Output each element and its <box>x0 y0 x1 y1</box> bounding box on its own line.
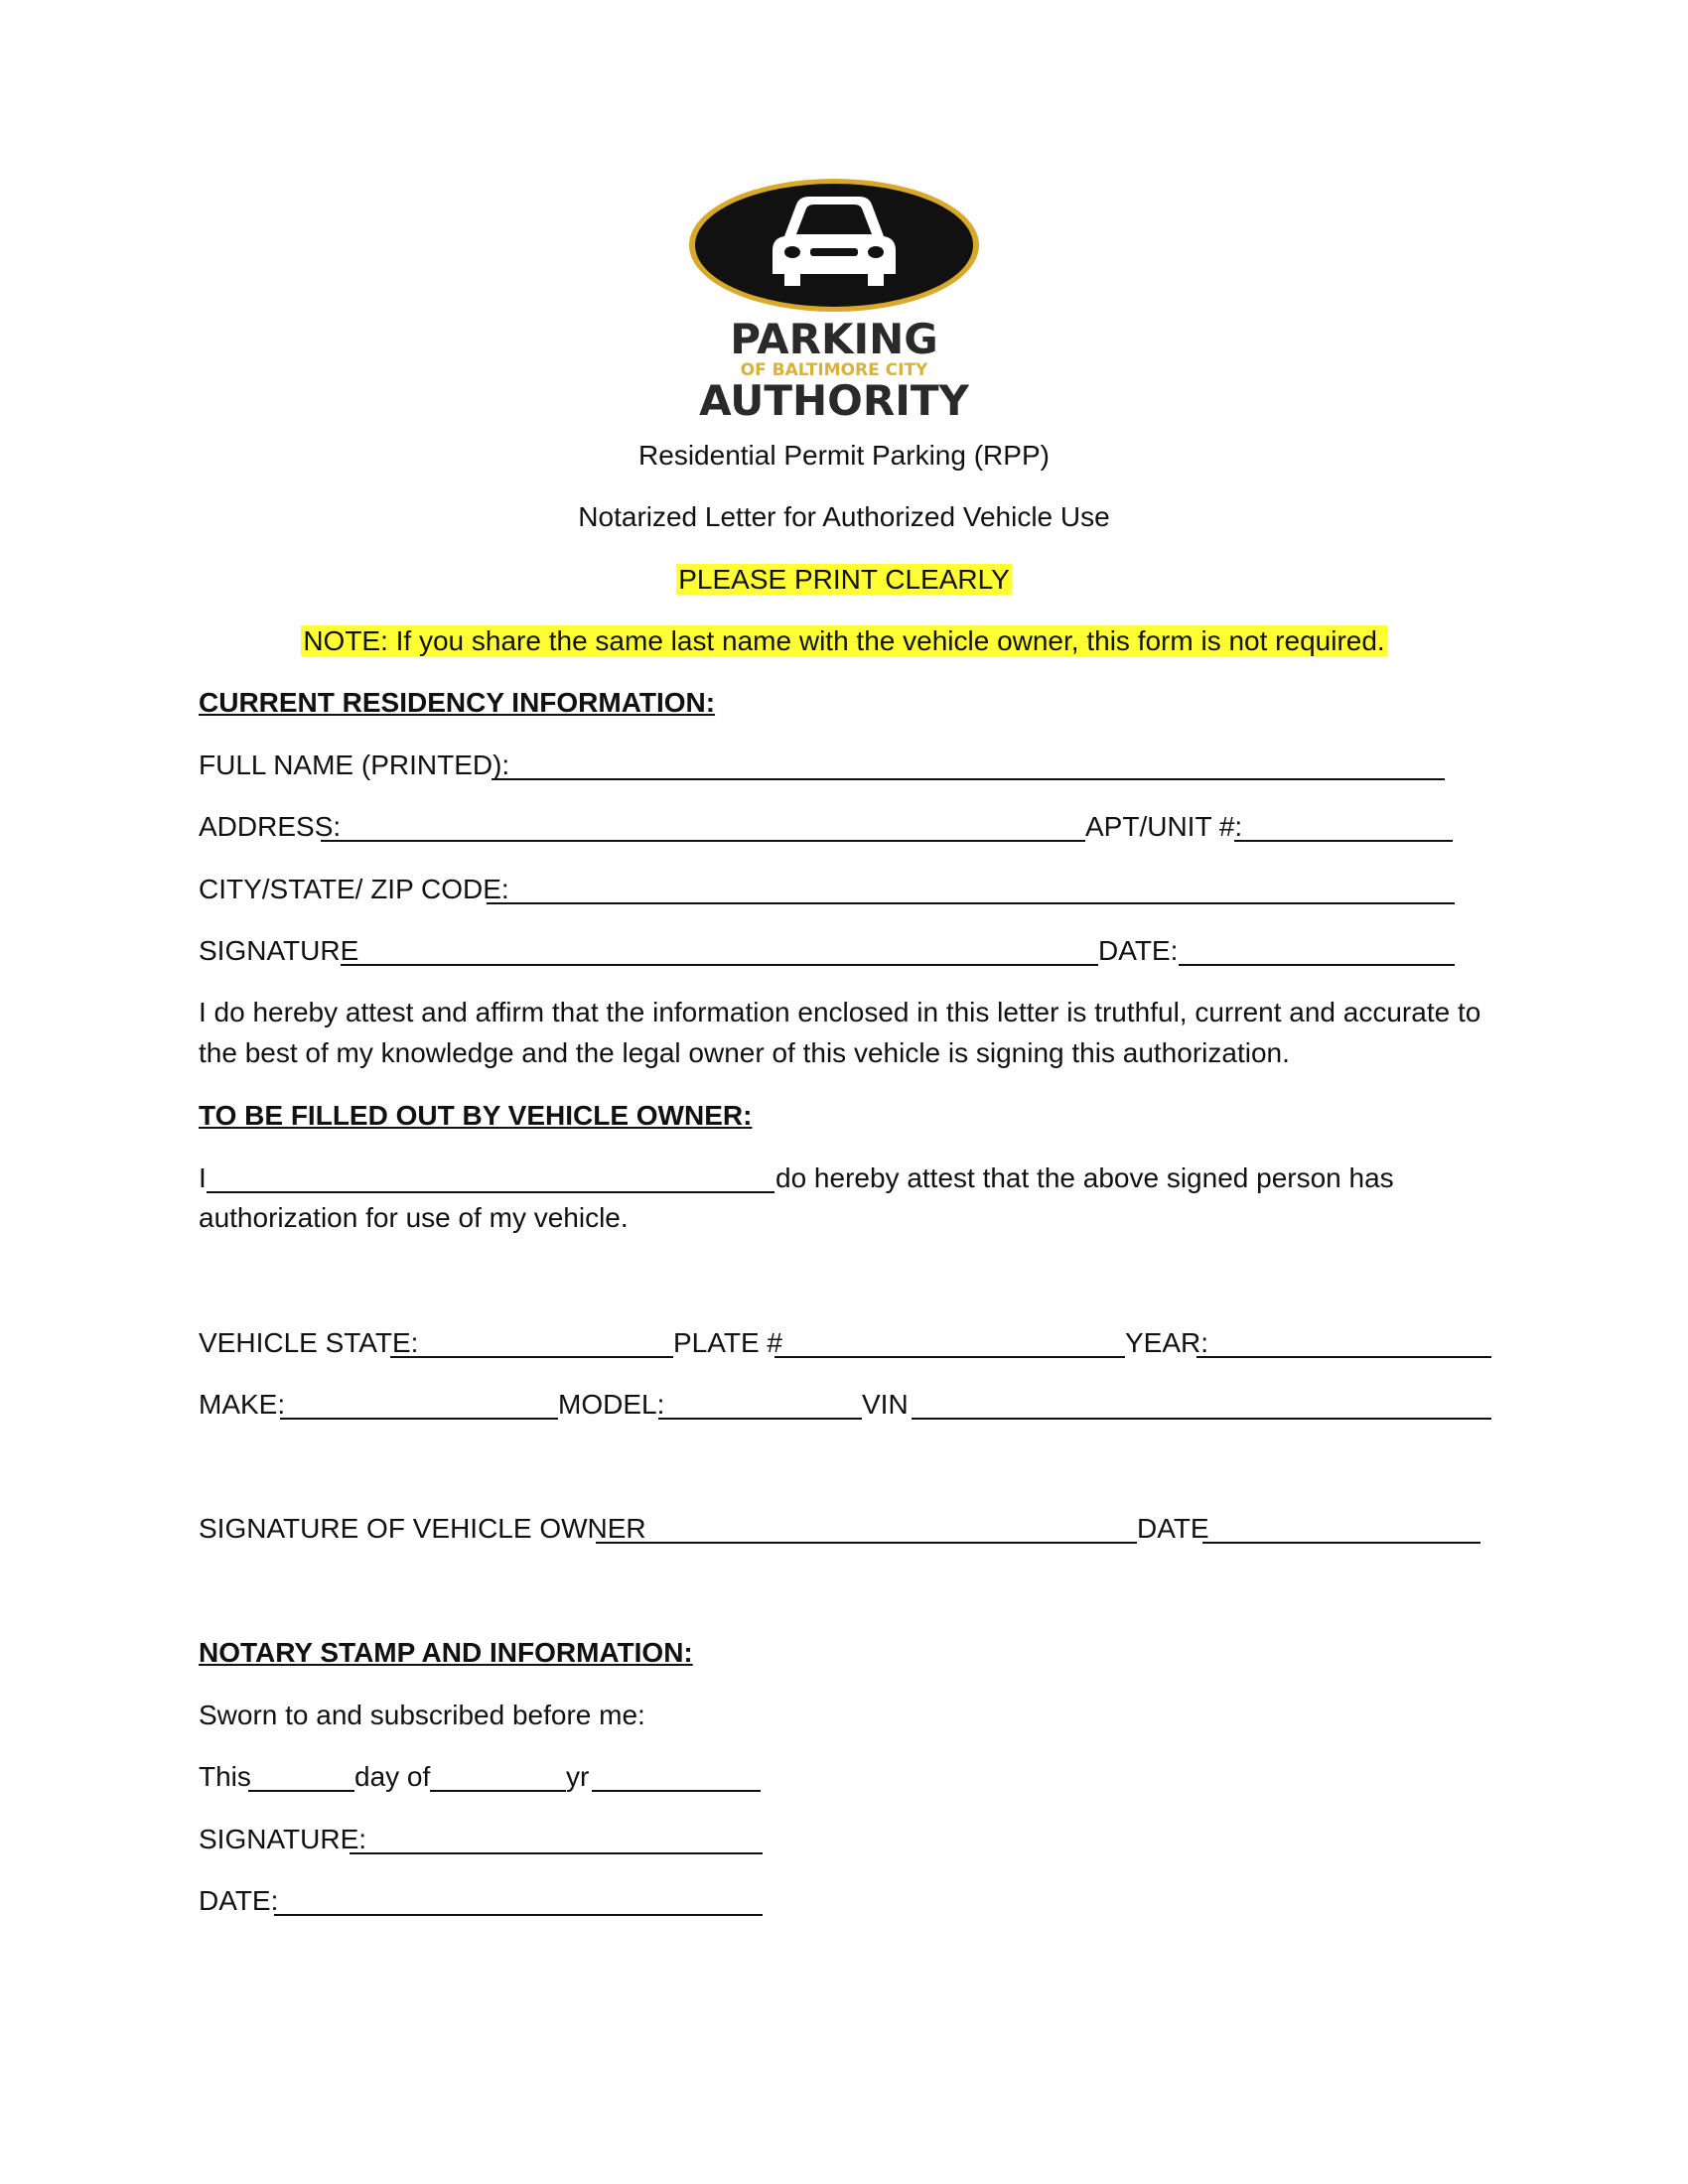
city-state-zip-label: CITY/STATE/ ZIP CODE: <box>199 874 509 904</box>
full-name-field[interactable] <box>492 778 1445 780</box>
attestation-paragraph: I do hereby attest and affirm that the information enclosed in this letter is truthful, current and accurate to the best of my knowledge and the legal owner of this vehicle is signing this authorization. <box>199 997 1481 1068</box>
full-name-label: FULL NAME (PRINTED): <box>199 750 510 780</box>
model-label: MODEL: <box>558 1389 665 1420</box>
notary-heading: NOTARY STAMP AND INFORMATION: <box>199 1637 693 1668</box>
logo-line2: OF BALTIMORE CITY <box>740 360 928 380</box>
notary-date-label: DATE: <box>199 1885 279 1916</box>
form-subtitle: Notarized Letter for Authorized Vehicle Use <box>578 501 1110 532</box>
owner-attest-text: do hereby attest that the above signed person has <box>775 1162 1394 1193</box>
logo-line1: PARKING <box>730 315 938 363</box>
notary-this-label: This <box>199 1761 251 1792</box>
sworn-text: Sworn to and subscribed before me: <box>199 1700 645 1730</box>
owner-signature-label: SIGNATURE OF VEHICLE OWNER <box>199 1513 646 1544</box>
notary-day-field[interactable] <box>248 1790 354 1792</box>
notary-signature-label: SIGNATURE: <box>199 1824 367 1854</box>
apt-unit-label: APT/UNIT #: <box>1085 811 1243 842</box>
owner-i-label: I <box>199 1162 207 1193</box>
address-label: ADDRESS: <box>199 811 342 842</box>
make-label: MAKE: <box>199 1389 286 1420</box>
notary-month-field[interactable] <box>430 1790 566 1792</box>
notary-year-field[interactable] <box>592 1790 761 1792</box>
vin-field[interactable] <box>912 1418 1491 1420</box>
owner-date-field[interactable] <box>1202 1542 1480 1544</box>
notary-signature-field[interactable] <box>350 1852 763 1854</box>
year-field[interactable] <box>1196 1356 1491 1358</box>
owner-date-label: DATE <box>1137 1513 1209 1544</box>
logo-line3: AUTHORITY <box>699 376 969 423</box>
city-state-zip-field[interactable] <box>487 902 1455 904</box>
notary-yr-label: yr <box>566 1761 590 1792</box>
notary-day-of-label: day of <box>354 1761 431 1792</box>
plate-label: PLATE # <box>673 1327 782 1358</box>
resident-date-field[interactable] <box>1179 964 1455 966</box>
address-field[interactable] <box>321 840 1085 842</box>
owner-attest-text-2: authorization for use of my vehicle. <box>199 1202 629 1233</box>
owner-name-field[interactable] <box>207 1191 774 1193</box>
make-field[interactable] <box>280 1418 558 1420</box>
model-field[interactable] <box>658 1418 862 1420</box>
plate-field[interactable] <box>774 1356 1125 1358</box>
year-label: YEAR: <box>1125 1327 1209 1358</box>
owner-signature-field[interactable] <box>596 1542 1137 1544</box>
resident-signature-label: SIGNATURE <box>199 935 359 966</box>
vin-label: VIN <box>862 1389 909 1420</box>
print-clearly-notice: PLEASE PRINT CLEARLY <box>678 564 1010 595</box>
apt-unit-field[interactable] <box>1234 840 1453 842</box>
resident-date-label: DATE: <box>1098 935 1179 966</box>
same-last-name-note: NOTE: If you share the same last name with the vehicle owner, this form is not required. <box>303 625 1385 656</box>
resident-signature-field[interactable] <box>341 964 1098 966</box>
owner-heading: TO BE FILLED OUT BY VEHICLE OWNER: <box>199 1100 753 1131</box>
notary-date-field[interactable] <box>274 1914 763 1916</box>
vehicle-state-field[interactable] <box>390 1356 673 1358</box>
parking-authority-logo <box>685 177 983 423</box>
residency-heading: CURRENT RESIDENCY INFORMATION: <box>199 687 716 718</box>
form-title: Residential Permit Parking (RPP) <box>638 440 1050 471</box>
vehicle-state-label: VEHICLE STATE: <box>199 1327 419 1358</box>
